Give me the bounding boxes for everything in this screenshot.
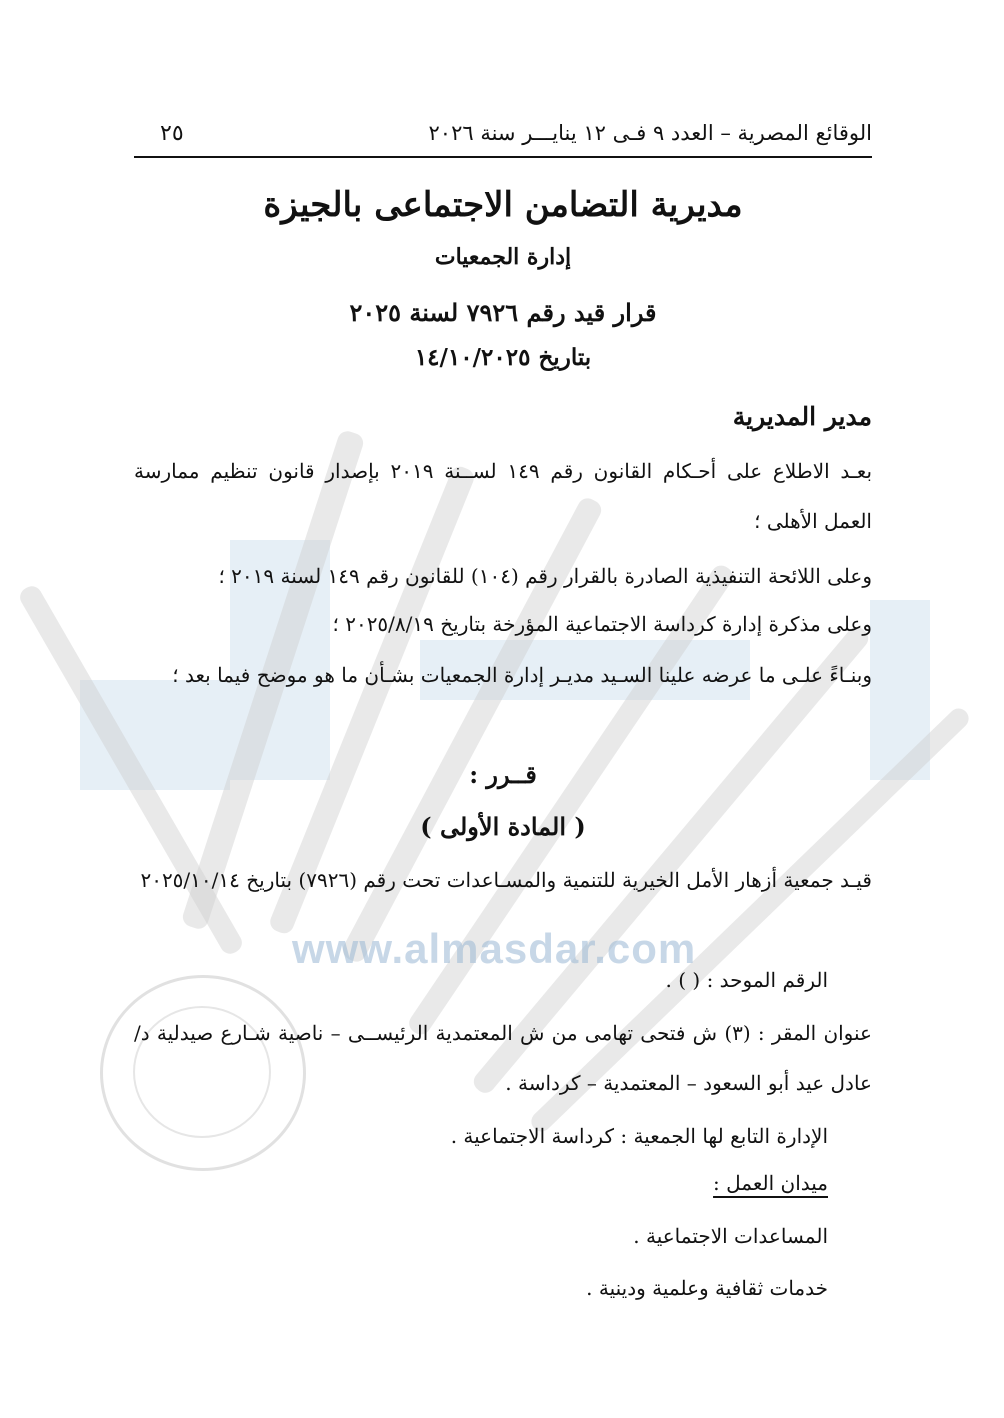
preamble-paragraph: وبنـاءً علـى ما عرضه علينا السـيد مديـر إدارة الجمعيات بشـأن ما هو موضح فيما بعد ؛ [172,663,872,687]
unified-number-field: الرقم الموحد : ( ) . [665,968,828,992]
header-rule [134,156,872,158]
field-of-work-label [134,1163,828,1203]
preamble-paragraph: وعلى اللائحة التنفيذية الصادرة بالقرار رقم (١٠٤) للقانون رقم ١٤٩ لسنة ٢٠١٩ ؛ [218,564,872,588]
hq-address-field: عنوان المقر : (٣) ش فتحى تهامى من ش المعتمدية الرئيســى – ناصية شـارع صيدلية د/ عادل عيد أبو السعود – المعتمدية – كرداسة . [134,1021,872,1095]
department-field: الإدارة التابع لها الجمعية : كرداسة الاجتماعية . [450,1124,828,1148]
preamble-paragraph: وعلى مذكرة إدارة كرداسة الاجتماعية المؤرخة بتاريخ ٢٠٢٥/٨/١٩ ؛ [332,612,872,636]
decree-date: بتاريخ ١٤/١٠/٢٠٢٥ [414,344,592,371]
page-title: مديرية التضامن الاجتماعى بالجيزة [263,185,743,225]
preamble-paragraph: بعـد الاطلاع على أحـكام القانون رقم ١٤٩ لســنة ٢٠١٩ بإصدار قانون تنظيم ممارسة العمل الأهلى ؛ [134,459,873,533]
decree-number: قرار قيد رقم ٧٩٢٦ لسنة ٢٠٢٥ [349,298,657,327]
field-of-work-item: المساعدات الاجتماعية . [633,1224,828,1248]
page-number: ٢٥ [160,120,184,146]
page-subtitle: إدارة الجمعيات [434,244,572,270]
watermark-url: www.almasdar.com [292,925,697,972]
field-of-work-item: خدمات ثقافية وعلمية ودينية . [586,1276,828,1300]
article-body: قيـد جمعية أزهار الأمل الخيرية للتنمية والمسـاعدات تحت رقم (٧٩٢٦) بتاريخ ٢٠٢٥/١٠/١٤ [140,868,872,892]
decided-heading: قــرر : [469,760,537,789]
article-heading: ( المادة الأولى ) [420,812,586,841]
running-title: الوقائع المصرية – العدد ٩ فـى ١٢ ينايـــر سنة ٢٠٢٦ [428,121,872,145]
issuer-heading: مدير المديرية [732,402,872,431]
field-of-work-label-text: ميدان العمل : [713,1171,828,1195]
running-header [134,113,872,153]
